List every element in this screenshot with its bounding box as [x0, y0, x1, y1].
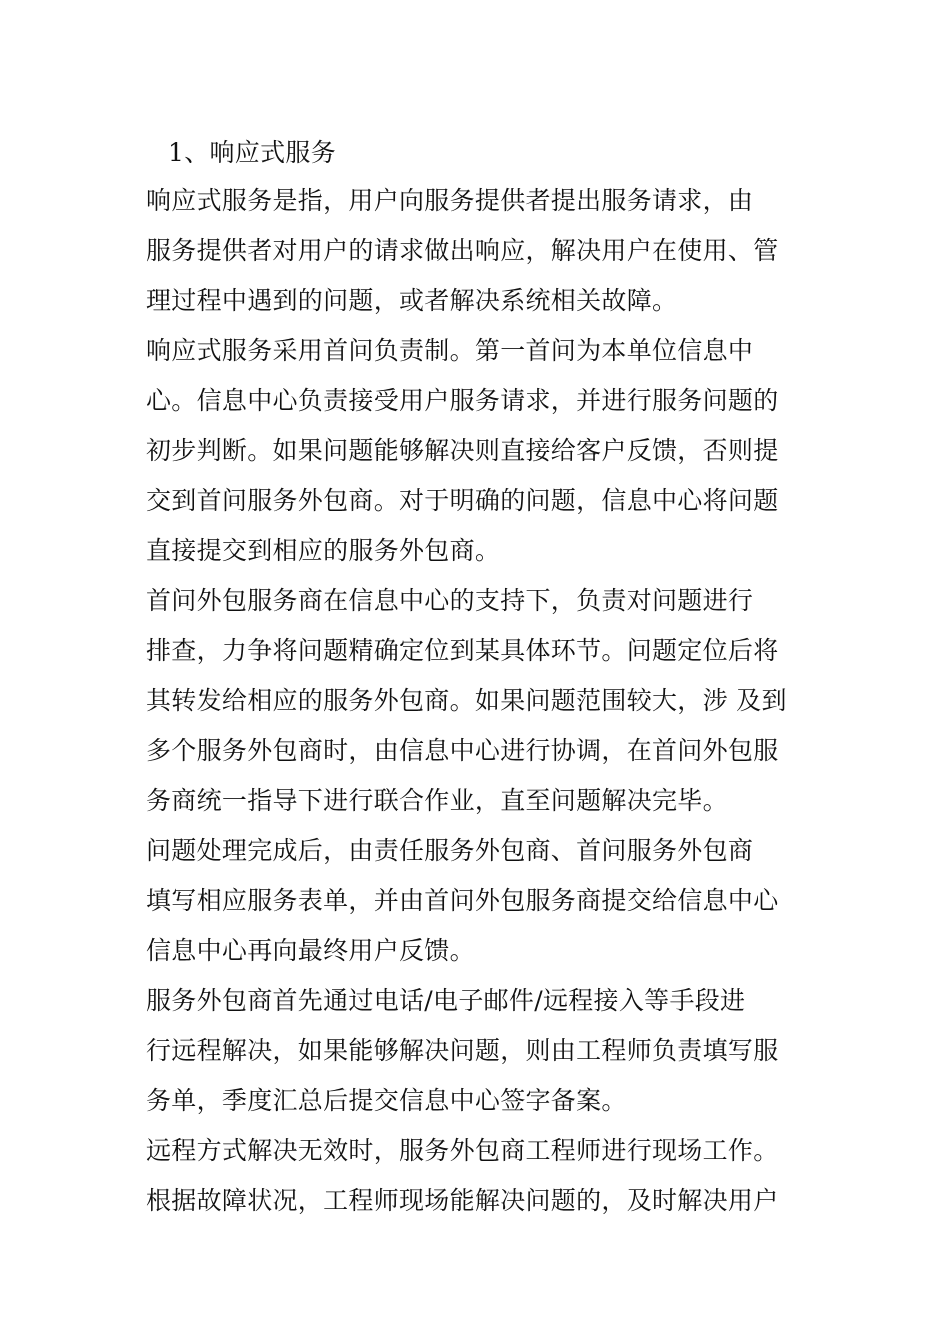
paragraph-line: 问题处理完成后，由责任服务外包商、首问服务外包商	[146, 836, 754, 865]
paragraph-line: 根据故障状况，工程师现场能解决问题的，及时解决用户	[146, 1186, 779, 1215]
section-heading: 1、响应式服务	[168, 138, 337, 167]
paragraph-line: 初步判断。如果问题能够解决则直接给客户反馈，否则提	[146, 436, 779, 465]
paragraph-line: 响应式服务采用首问负责制。第一首问为本单位信息中	[146, 336, 754, 365]
paragraph-line: 远程方式解决无效时，服务外包商工程师进行现场工作。	[146, 1136, 779, 1165]
paragraph-line: 填写相应服务表单，并由首问外包服务商提交给信息中心	[146, 886, 779, 915]
paragraph-line: 首问外包服务商在信息中心的支持下，负责对问题进行	[146, 586, 754, 615]
paragraph-line: 心。信息中心负责接受用户服务请求，并进行服务问题的	[146, 386, 779, 415]
paragraph-line: 排查，力争将问题精确定位到某具体环节。问题定位后将	[146, 636, 779, 665]
paragraph-line: 服务外包商首先通过电话/电子邮件/远程接入等手段进	[146, 986, 746, 1015]
paragraph-line: 务商统一指导下进行联合作业，直至问题解决完毕。	[146, 786, 728, 815]
paragraph-line: 信息中心再向最终用户反馈。	[146, 936, 475, 965]
paragraph-line: 其转发给相应的服务外包商。如果问题范围较大，涉 及到	[146, 686, 787, 715]
paragraph-line: 直接提交到相应的服务外包商。	[146, 536, 501, 565]
paragraph-line: 务单，季度汇总后提交信息中心签字备案。	[146, 1086, 627, 1115]
paragraph-line: 多个服务外包商时，由信息中心进行协调，在首问外包服	[146, 736, 779, 765]
paragraph-line: 服务提供者对用户的请求做出响应，解决用户在使用、管	[146, 236, 779, 265]
paragraph-line: 交到首问服务外包商。对于明确的问题，信息中心将问题	[146, 486, 779, 515]
paragraph-line: 行远程解决，如果能够解决问题，则由工程师负责填写服	[146, 1036, 779, 1065]
paragraph-line: 响应式服务是指，用户向服务提供者提出服务请求，由	[146, 186, 754, 215]
paragraph-line: 理过程中遇到的问题，或者解决系统相关故障。	[146, 286, 678, 315]
